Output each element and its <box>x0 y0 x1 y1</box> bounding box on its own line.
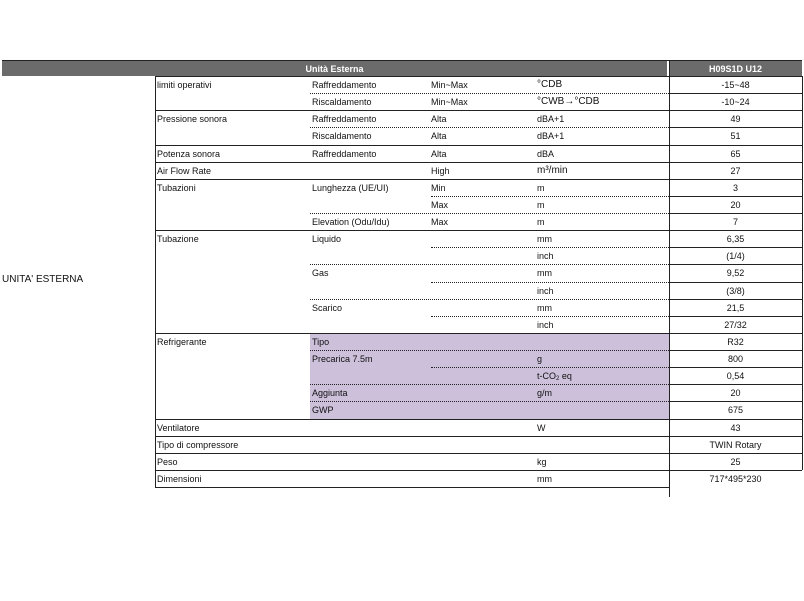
table-right-border <box>802 76 803 470</box>
refrigerant-highlight <box>310 333 669 419</box>
spec-value: 43 <box>730 422 741 433</box>
value-divider <box>669 436 802 437</box>
value-divider <box>669 299 802 300</box>
value-divider <box>669 179 802 180</box>
param-name: Peso <box>157 456 178 467</box>
param-unit: $t-CO_2$ eq <box>537 371 572 383</box>
param-name: Potenza sonora <box>157 148 221 159</box>
param-unit: W <box>537 422 546 433</box>
spec-value: 27/32 <box>724 319 747 330</box>
value-divider <box>669 196 802 197</box>
side-label: UNITA' ESTERNA <box>2 274 84 285</box>
value-divider <box>669 127 802 128</box>
value-divider <box>669 282 802 283</box>
row-divider-dotted <box>310 213 669 214</box>
param-level: Min~Max <box>431 80 468 90</box>
param-unit: g/m <box>537 388 553 399</box>
param-unit: m³/min <box>537 164 568 176</box>
param-unit: mm <box>537 234 552 245</box>
row-divider <box>155 470 669 471</box>
value-column-border <box>669 61 670 497</box>
param-sub: Raffreddamento <box>312 80 377 90</box>
param-unit: mm <box>537 268 552 279</box>
value-divider <box>669 419 802 420</box>
value-divider <box>669 453 802 454</box>
param-sub: Gas <box>312 268 329 279</box>
row-divider-dotted <box>310 299 669 300</box>
param-name: Pressione sonora <box>157 114 228 125</box>
row-divider-dotted <box>431 282 669 283</box>
spec-value: 25 <box>730 456 741 467</box>
row-divider <box>155 162 669 163</box>
spec-value: 20 <box>730 388 741 399</box>
spec-value: 49 <box>730 114 741 125</box>
param-sub: GWP <box>312 405 334 416</box>
param-unit: dBA+1 <box>537 114 565 125</box>
value-divider <box>669 247 802 248</box>
spec-value: 675 <box>727 405 744 416</box>
param-unit: m <box>537 217 545 228</box>
spec-value: 800 <box>727 354 744 365</box>
row-divider <box>155 453 669 454</box>
row-divider <box>155 436 669 437</box>
param-name: limiti operativi <box>157 80 212 90</box>
row-divider <box>155 230 669 231</box>
spec-value: 7 <box>732 217 738 228</box>
value-divider <box>669 110 802 111</box>
row-divider <box>155 145 669 146</box>
value-divider <box>669 384 802 385</box>
value-divider <box>669 162 802 163</box>
value-divider <box>669 145 802 146</box>
row-divider-dotted <box>431 316 669 317</box>
spec-value: 27 <box>730 165 741 176</box>
param-sub: Aggiunta <box>312 388 348 399</box>
spec-value: 51 <box>730 131 741 142</box>
spec-value: 6,35 <box>726 234 745 245</box>
param-unit: inch <box>537 319 554 330</box>
param-sub: Raffreddamento <box>312 148 377 159</box>
spec-value: 65 <box>730 148 741 159</box>
param-unit: g <box>537 354 543 365</box>
param-level: Alta <box>431 114 447 125</box>
param-sub: Elevation (Odu/Idu) <box>312 217 390 228</box>
param-level: Max <box>431 199 449 210</box>
param-name: Refrigerante <box>157 336 207 347</box>
param-level: High <box>431 165 450 176</box>
param-unit: dBA+1 <box>537 131 565 142</box>
row-divider-dotted <box>431 196 669 197</box>
param-name: Ventilatore <box>157 422 200 433</box>
value-divider <box>669 401 802 402</box>
param-level: Alta <box>431 131 447 142</box>
row-divider-dotted <box>310 350 669 351</box>
value-divider <box>669 213 802 214</box>
section-header <box>2 61 667 76</box>
param-unit: dBA <box>537 148 555 159</box>
spec-value: R32 <box>727 336 744 347</box>
value-divider <box>669 350 802 351</box>
param-level: Min~Max <box>431 97 468 108</box>
spec-value: TWIN Rotary <box>709 439 762 450</box>
spec-value: 3 <box>732 182 738 193</box>
param-sub: Raffreddamento <box>312 114 377 125</box>
row-divider <box>155 179 669 180</box>
param-unit: °CDB <box>537 79 563 90</box>
param-unit: m <box>537 182 545 193</box>
param-level: Min <box>431 182 446 193</box>
row-divider-dotted <box>431 247 669 248</box>
spec-value: 20 <box>730 199 741 210</box>
param-level: Alta <box>431 148 447 159</box>
value-divider <box>669 316 802 317</box>
row-divider <box>155 333 669 334</box>
row-divider <box>155 76 669 77</box>
row-divider <box>155 419 669 420</box>
value-divider <box>669 76 802 77</box>
param-unit: mm <box>537 302 552 313</box>
spec-value: 717*495*230 <box>709 473 762 484</box>
value-divider <box>669 230 802 231</box>
model-name: H09S1D U12 <box>708 63 763 74</box>
param-sub: Riscaldamento <box>312 131 372 142</box>
row-divider-dotted <box>431 367 669 368</box>
param-unit: mm <box>537 473 552 484</box>
param-sub: Tipo <box>312 336 330 347</box>
param-name: Air Flow Rate <box>157 165 212 176</box>
param-name: Dimensioni <box>157 473 202 484</box>
spec-value: 21,5 <box>726 302 745 313</box>
value-divider <box>669 333 802 334</box>
row-divider-dotted <box>310 127 669 128</box>
param-sub: Scarico <box>312 302 343 313</box>
spec-value: -10~24 <box>721 97 750 108</box>
param-unit: inch <box>537 285 554 296</box>
param-sub: Riscaldamento <box>312 97 372 108</box>
param-unit: inch <box>537 251 554 262</box>
param-sub: Precarica 7.5m <box>312 354 373 365</box>
param-sub: Lunghezza (UE/UI) <box>312 182 389 193</box>
row-divider <box>155 110 669 111</box>
table-left-border <box>155 76 156 487</box>
model-header <box>669 61 802 76</box>
spec-value: (1/4) <box>726 251 745 262</box>
param-unit: m <box>537 199 545 210</box>
spec-value: -15~48 <box>721 80 750 90</box>
row-divider-dotted <box>310 384 669 385</box>
param-name: Tubazione <box>157 234 199 245</box>
header-top-border <box>2 60 802 61</box>
spec-value: 0,54 <box>726 371 745 382</box>
row-divider-dotted <box>310 401 669 402</box>
row-divider-dotted <box>310 93 669 94</box>
param-name: Tubazioni <box>157 182 196 193</box>
section-title: Unità Esterna <box>305 63 364 74</box>
table-bottom <box>155 487 669 488</box>
row-divider-dotted <box>310 264 669 265</box>
param-sub: Liquido <box>312 234 342 245</box>
param-unit: kg <box>537 456 547 467</box>
value-divider <box>669 93 802 94</box>
spec-value: (3/8) <box>726 285 745 296</box>
param-level: Max <box>431 217 449 228</box>
value-divider <box>669 264 802 265</box>
spec-value: 9,52 <box>726 268 745 279</box>
value-divider <box>669 470 802 471</box>
value-divider <box>669 367 802 368</box>
param-unit: °CWB→°CDB <box>537 96 600 108</box>
param-name: Tipo di compressore <box>157 439 239 450</box>
